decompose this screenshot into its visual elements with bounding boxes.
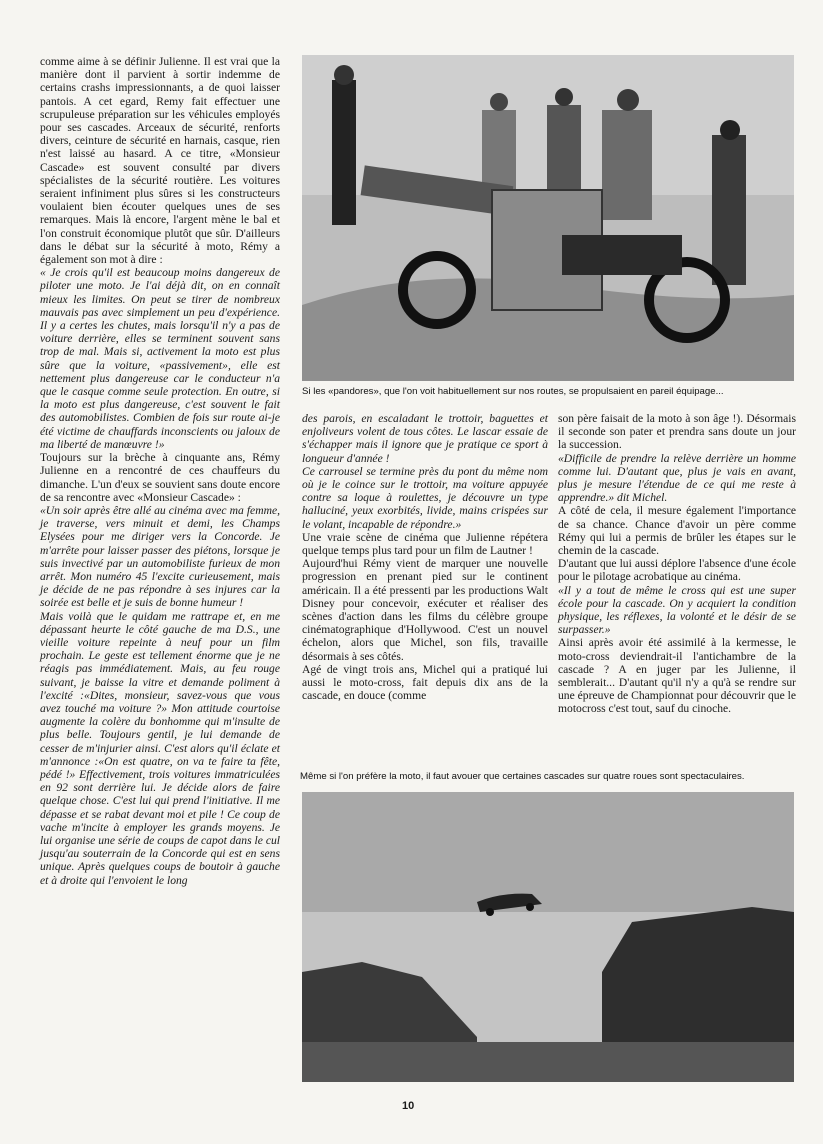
paragraph: «Un soir après être allé au cinéma avec ma femme, je traverse, vers minuit et demi, les Champs Elysées pour me diriger vers la Concorde. Je m'arrête pour laisser passer des piétons, lorsque je suis invectivé par un automobiliste furieux de mon arrêt. Mon numéro 45 l'excite curieusement, mais je décide de ne pas répondre à ses injures car la soirée est belle et je suis de bonne humeur ! xyxy=(40,503,280,610)
paragraph: Ainsi après avoir été assimilé à la kermesse, le moto-cross deviendrait-il l'antichambre de la cascade ? A en juger par les Julienne, il semblerait... D'autant qu'il n'y a qu'à se rendre sur une épreuve de Championnat pour découvrir que le motocross c'est tout, sauf du cinoche. xyxy=(558,636,796,716)
paragraph: A côté de cela, il mesure également l'importance de sa chance. Chance d'avoir un père comme Rémy qui lui a permis de brûler les étapes sur le chemin de la cascade. xyxy=(558,504,796,558)
text-column-3 xyxy=(558,412,796,716)
photo-sidecar-stunt xyxy=(302,55,794,381)
photo-flying-car xyxy=(302,792,794,1082)
page-number: 10 xyxy=(402,1100,415,1112)
paragraph: «Difficile de prendre la relève derrière un homme comme lui. D'autant que, plus je vais en avant, plus je mesure l'étendue de ce qui me reste à apprendre.» dit Michel. xyxy=(558,451,796,505)
flying-car-photo-illustration xyxy=(302,792,794,1082)
paragraph: Ce carrousel se termine près du pont du même nom où je le coince sur le trottoir, ma voiture appuyée contre sa loque à roulettes, je découvre un type halluciné, yeux exorbités, livide, mains crispées sur le volant, incapable de répondre.» xyxy=(302,464,548,531)
paragraph: Toujours sur la brèche à cinquante ans, Rémy Julienne en a rencontré de ces chauffeurs du dimanche. L'un d'eux se souvient sans doute encore de sa rencontre avec «Monsieur Cascade» : xyxy=(40,451,280,504)
text-column-1 xyxy=(40,55,280,887)
paragraph: « Je crois qu'il est beaucoup moins dangereux de piloter une moto. Je l'ai déjà dit, on en connaît mieux les limites. On peut se tirer de nombreux mauvais pas avec simplement un peu d'expérience. Il y a certes les chutes, mais lorsqu'il n'y a pas de voiture derrière, elles se terminent souvent sans trop de mal. Mais si, activement la moto est plus sûre que la voiture, «passivement», elle est nettement plus dangereuse car le conducteur n'a que le casque comme seule protection. En outre, si la moto est plus dangereuse, c'est souvent le fait des automobilistes. Combien de fois sur route ai-je été victime de chauffards inconscients ou jaloux de ma liberté de manœuvre !» xyxy=(40,266,280,451)
paragraph: Aujourd'hui Rémy vient de marquer une nouvelle progression en prenant pied sur le continent américain. Il a été pressenti par les productions Walt Disney pour concevoir, exécuter et réaliser des scènes d'action dans les films du célèbre groupe cinématographique d'Hollywood. C'est un nouvel échelon, alors que Michel, son fils, travaille désormais à ses côtés. xyxy=(302,557,548,663)
paragraph: Une vraie scène de cinéma que Julienne répétera quelque temps plus tard pour un film de Lautner ! xyxy=(302,530,548,558)
paragraph: Mais voilà que le quidam me rattrape et, en me dépassant heurte le côté gauche de ma D.S., une vieille voiture repeinte à neuf pour un film prochain. Le geste est tellement énorme que je ne réagis pas immédiatement. Mais, au feu rouge suivant, je baisse la vitre et demande poliment à l'excité :«Dites, monsieur, savez-vous que vous avez touché ma voiture ?» Mon attitude courtoise augmente la colère du bonhomme qui m'insulte de plus belle. Toujours gentil, je lui demande de cesser de m'injurier ainsi. C'est alors qu'il éclate et m'annonce :«On est quatre, on va te faire ta fête, pédé !» Effectivement, trois voitures immatriculées en 92 sont derrière lui. Je décide alors de faire quelque chose. C'est lui qui prend l'initiative. Il me dépasse et se rabat devant moi et pile ! Ce coup de vache m'incite à employer les grands moyens. Je lui organise une série de coups de capot dans le cul jusqu'au souterrain de la Concorde qui est en sens unique. Après quelques coups de boutoir à gauche et à droite qui l'envoient le long xyxy=(40,609,280,887)
paragraph: «Il y a tout de même le cross qui est une super école pour la cascade. On y acquiert la condition physique, les réflexes, la volonté et le désir de se surpasser.» xyxy=(558,583,796,637)
paragraph: des parois, en escaladant le trottoir, baguettes et enjoliveurs volent de tous côtes. Le lascar essaie de s'échapper mais il ignore que je pratique ce sport à longueur d'année ! xyxy=(302,412,548,465)
paragraph: D'autant que lui aussi déplore l'absence d'une école pour le pilotage acrobatique au cinéma. xyxy=(558,557,796,584)
photo-caption-top: Si les «pandores», que l'on voit habituellement sur nos routes, se propulsaient en pareil équipage... xyxy=(302,386,724,397)
text-column-2 xyxy=(302,412,548,702)
paragraph: Agé de vingt trois ans, Michel qui a pratiqué lui aussi le moto-cross, fait depuis dix ans de la cascade, en douce (comme xyxy=(302,662,548,703)
photo-caption-bottom: Même si l'on préfère la moto, il faut avouer que certaines cascades sur quatre roues sont spectaculaires. xyxy=(300,771,745,782)
paragraph: son père faisait de la moto à son âge !). Désormais il seconde son pater et prendra sans doute un jour la succession. xyxy=(558,412,796,452)
sidecar-photo-illustration xyxy=(302,55,794,381)
paragraph: comme aime à se définir Julienne. Il est vrai que la manière dont il parvient à sortir indemme de certains crashs impressionnants, a de quoi laisser pantois. A cet egard, Remy fait effectuer une scrupuleuse préparation sur les véhicules employés pour ses cascades. Arceaux de sécurité, renforts divers, ceinture de sécurité en harnais, casque, rien n'est laissé au hasard. A ce titre, «Monsieur Cascade» est souvent consulté par divers spécialistes de la sécurité routière. Les voitures seraient infiniment plus sûres si les constructeurs voulaient bien écouter quelques unes de ses remarques. Mais là encore, l'argent mène le bal et l'on construit économique plutôt que sûr. D'ailleurs dans le débat sur la sécurité à moto, Rémy a également son mot à dire : xyxy=(40,55,280,267)
